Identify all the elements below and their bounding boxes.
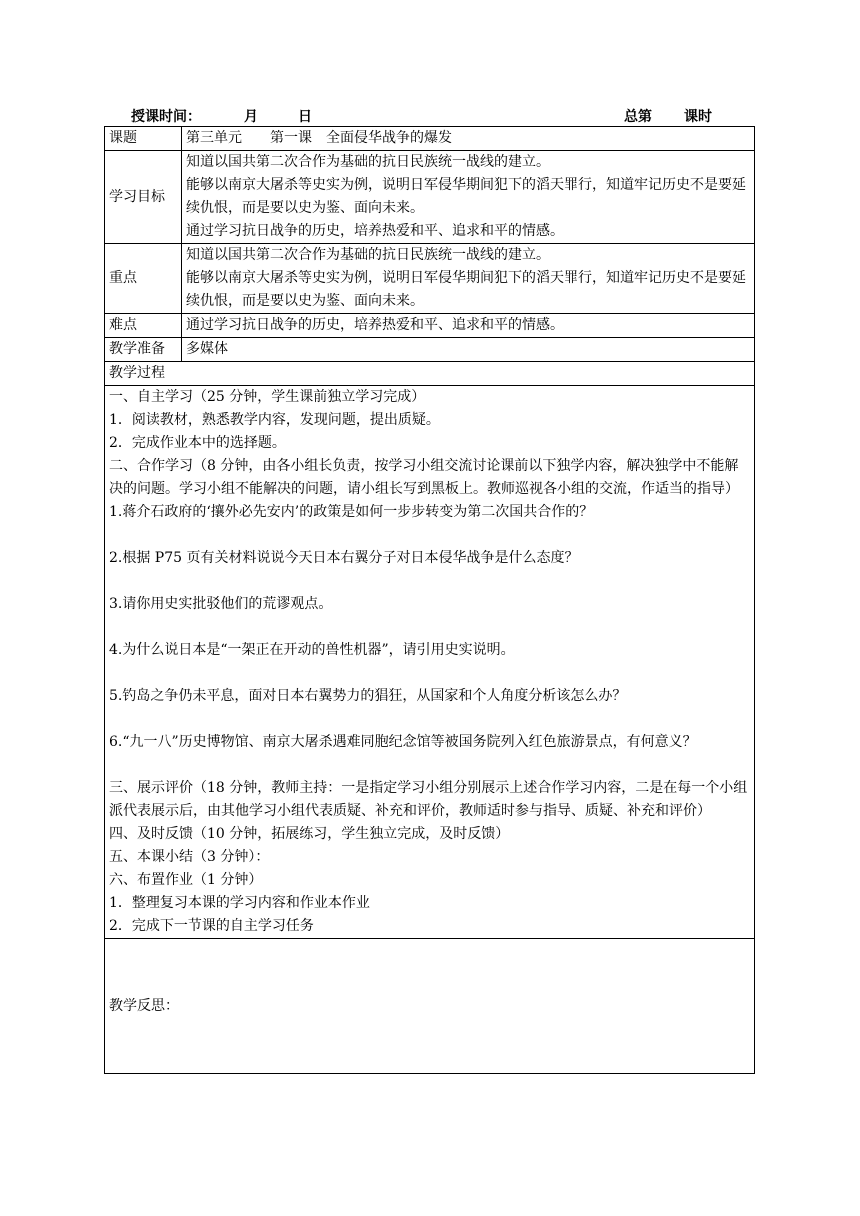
objective-item: 知道以国共第二次合作为基础的抗日民族统一战线的建立。 [186, 154, 550, 170]
process-heading-row [105, 362, 755, 386]
lesson-plan-table [104, 126, 755, 1074]
answer-space [109, 570, 750, 593]
question-item: 6.“九一八”历史博物馆、南京大屠杀遇难同胞纪念馆等被国务院列入红色旅游景点，有何意义？ [109, 734, 697, 750]
key-points-row [105, 244, 755, 314]
section-title: 二、合作学习（8 分钟，由各小组长负责，按学习小组交流讨论课前以下独学内容，解决独学中不能解决的问题。学习小组不能解决的问题，请小组长写到黑板上。教师巡视各小组的交流，作适当的指导） [109, 458, 739, 497]
list-item: 2．完成作业本中的选择题。 [109, 435, 286, 451]
topic-row [105, 127, 755, 151]
process-content-row [105, 386, 755, 939]
reflection-row [105, 939, 755, 1074]
objective-item: 能够以南京大屠杀等史实为例，说明日军侵华期间犯下的滔天罪行，知道牢记历史不是要延续仇恨，而是要以史为鉴、面向未来。 [186, 177, 746, 216]
list-item: 2．完成下一节课的自主学习任务 [109, 918, 314, 934]
preparation-value: 多媒体 [182, 338, 755, 362]
key-points-content [182, 244, 755, 314]
preparation-row [105, 338, 755, 362]
topic-value: 第三单元 第一课 全面侵华战争的爆发 [182, 127, 755, 151]
reflection-label: 教学反思： [109, 997, 179, 1014]
answer-space [109, 708, 750, 731]
list-item: 1．阅读教材，熟悉教学内容，发现问题，提出质疑。 [109, 412, 440, 428]
objectives-content [182, 151, 755, 244]
key-points-label: 重点 [105, 244, 182, 314]
topic-label: 课题 [105, 127, 182, 151]
section-title: 一、自主学习（25 分钟，学生课前独立学习完成） [109, 389, 426, 405]
process-label: 教学过程 [105, 362, 755, 386]
question-item: 2.根据 P75 页有关材料说说今天日本右翼分子对日本侵华战争是什么态度？ [109, 550, 579, 566]
question-item: 5.钓岛之争仍未平息，面对日本右翼势力的猖狂，从国家和个人角度分析该怎么办？ [109, 688, 627, 704]
total-label: 总第 [624, 109, 652, 125]
list-item: 1．整理复习本课的学习内容和作业本作业 [109, 895, 370, 911]
objectives-label: 学习目标 [105, 151, 182, 244]
answer-space [109, 662, 750, 685]
difficulty-label: 难点 [105, 314, 182, 338]
key-point-item: 能够以南京大屠杀等史实为例，说明日军侵华期间犯下的滔天罪行，知道牢记历史不是要延续仇恨，而是要以史为鉴、面向未来。 [186, 270, 746, 309]
answer-space [109, 524, 750, 547]
month-label: 月 [244, 109, 258, 125]
section-title: 三、展示评价（18 分钟，教师主持：一是指定学习小组分别展示上述合作学习内容，二是在每一个小组派代表展示后，由其他学习小组代表质疑、补充和评价，教师适时参与指导、质疑、补充和评价） [109, 780, 748, 819]
preparation-label: 教学准备 [105, 338, 182, 362]
lesson-time-label: 授课时间： [131, 109, 201, 125]
lesson-count-label: 课时 [684, 109, 712, 125]
section-title: 五、本课小结（3 分钟）： [109, 849, 270, 865]
section-title: 四、及时反馈（10 分钟，拓展练习，学生独立完成，及时反馈） [109, 826, 510, 842]
difficulty-row [105, 314, 755, 338]
objectives-row [105, 151, 755, 244]
answer-space [109, 616, 750, 639]
question-item: 4.为什么说日本是“一架正在开动的兽性机器”，请引用史实说明。 [109, 642, 515, 658]
key-point-item: 知道以国共第二次合作为基础的抗日民族统一战线的建立。 [186, 247, 550, 263]
answer-space [109, 754, 750, 777]
section-title: 六、布置作业（1 分钟） [109, 872, 263, 888]
reflection-cell [105, 939, 755, 1074]
difficulty-value: 通过学习抗日战争的历史，培养热爱和平、追求和平的情感。 [182, 314, 755, 338]
process-content [105, 386, 755, 939]
objective-item: 通过学习抗日战争的历史，培养热爱和平、追求和平的情感。 [186, 223, 564, 239]
lesson-header [104, 106, 754, 126]
question-item: 1.蒋介石政府的‘攘外必先安内’的政策是如何一步步转变为第二次国共合作的？ [109, 504, 594, 520]
day-label: 日 [298, 109, 312, 125]
question-item: 3.请你用史实批驳他们的荒谬观点。 [109, 596, 333, 612]
